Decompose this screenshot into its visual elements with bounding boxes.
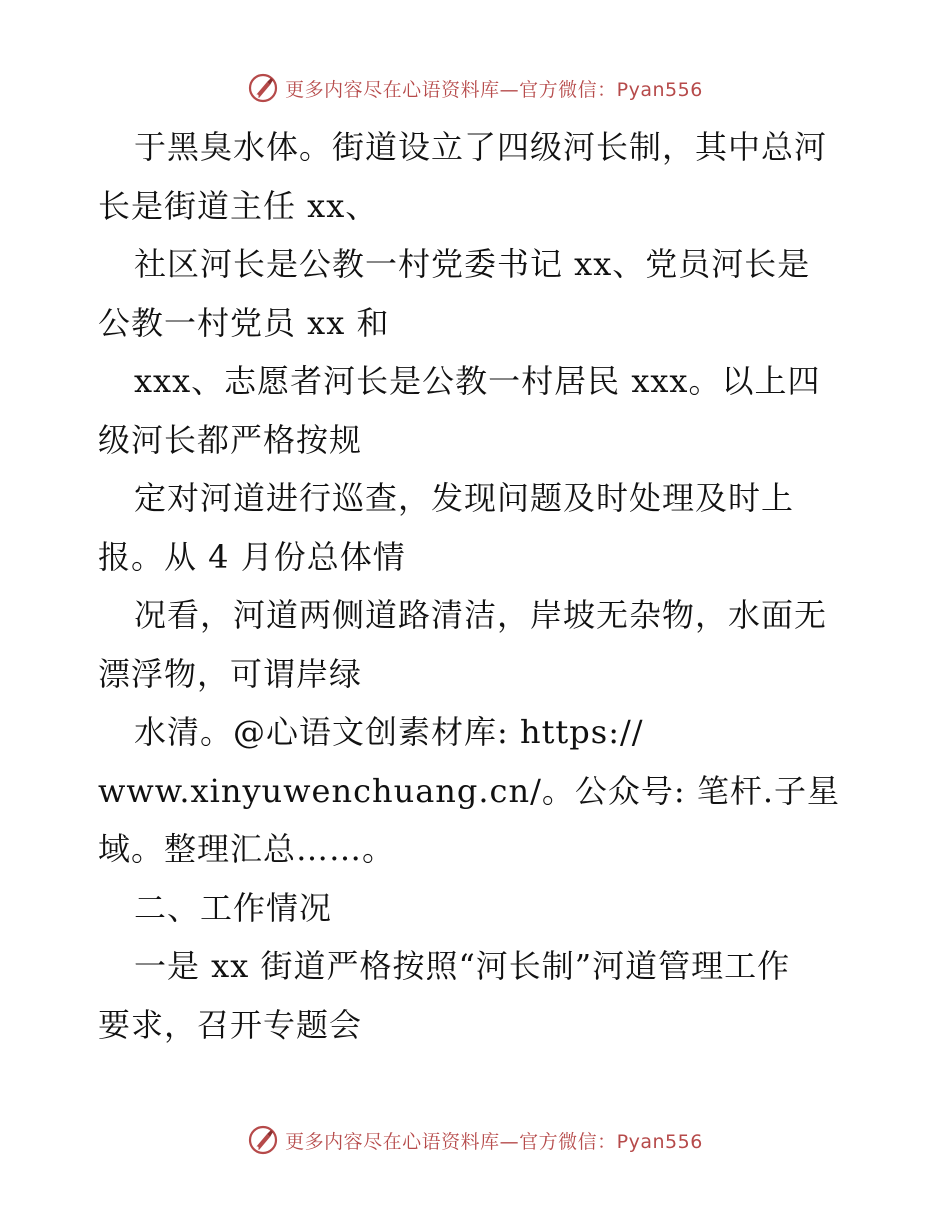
section-heading: 二、工作情况 — [134, 888, 333, 927]
body-line: 公教一村党员 xx 和 — [98, 303, 390, 342]
body-line: 况看，河道两侧道路清洁，岸坡无杂物，水面无 — [134, 596, 828, 634]
body-line: 报。从 4 月份总体情 — [98, 537, 406, 576]
watermark-text: 更多内容尽在心语资料库—官方微信：Pyan556 — [285, 1130, 703, 1153]
body-line: 水清。@心语文创素材库: https:// — [134, 713, 644, 751]
pen-logo-icon — [247, 72, 279, 104]
body-line: 要求，召开专题会 — [98, 1005, 363, 1044]
body-line: 定对河道进行巡查，发现问题及时处理及时上 — [134, 479, 795, 517]
document-body — [98, 118, 868, 1054]
body-line: xxx、志愿者河长是公教一村居民 xxx。以上四 — [134, 362, 821, 400]
body-line: 级河长都严格按规 — [98, 420, 363, 459]
watermark-text: 更多内容尽在心语资料库—官方微信：Pyan556 — [285, 78, 703, 101]
body-line: 一是 xx 街道严格按照“河长制”河道管理工作 — [134, 947, 791, 985]
footer-watermark — [0, 1120, 950, 1160]
pen-logo-icon — [247, 1124, 279, 1156]
header-watermark — [0, 68, 950, 108]
body-line: 社区河长是公教一村党委书记 xx、党员河长是 — [134, 245, 811, 283]
body-line: www.xinyuwenchuang.cn/。公众号: 笔杆.子星 — [98, 771, 840, 810]
body-line: 漂浮物，可谓岸绿 — [98, 654, 363, 693]
body-line: 长是街道主任 xx、 — [98, 186, 379, 225]
body-line: 域。整理汇总……。 — [98, 830, 396, 868]
body-line: 于黑臭水体。街道设立了四级河长制，其中总河 — [134, 128, 828, 166]
